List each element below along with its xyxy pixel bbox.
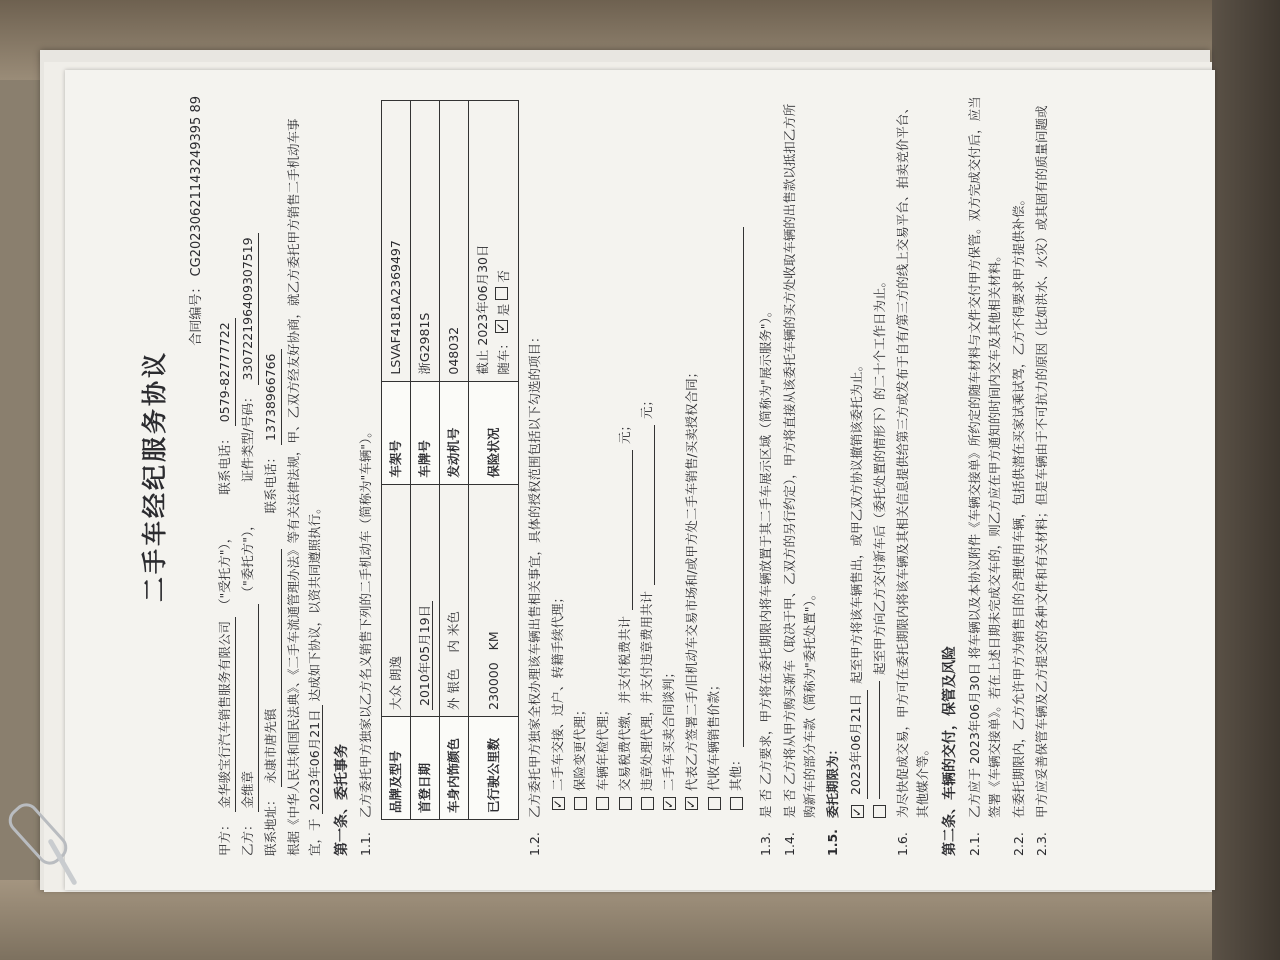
term-blank[interactable] <box>879 681 880 799</box>
option-item <box>570 96 590 810</box>
party-b-phone-label: 联系电话： <box>263 450 279 514</box>
background-right <box>1212 0 1280 960</box>
background-bottom <box>0 880 1280 960</box>
clause-number: 1.6. <box>894 832 910 856</box>
clause-number: 1.5. <box>825 829 841 856</box>
clause-2-2 <box>1009 96 1029 856</box>
option-item <box>682 96 702 810</box>
insurance-with-car-label: 随车： <box>495 337 511 375</box>
option-checkbox[interactable] <box>708 797 721 810</box>
option-checkbox[interactable] <box>552 797 565 810</box>
party-b-id: 330722196409307519 <box>238 233 259 384</box>
mileage-number: 230000 <box>485 662 501 710</box>
tax-amount-blank[interactable] <box>618 450 633 610</box>
interior-color: 内 米色 <box>446 611 462 653</box>
option-label: 二手车交接、过户、转籍手续代理； <box>550 590 566 791</box>
party-a-row <box>215 96 236 856</box>
clause-text: 是 否 乙方将从甲方购买新车（取决于甲、乙双方的另行约定），甲方将直接从该委托车辆的买方处收取车辆的出售款以抵扣乙方所购新车的部分车款（简称为"委托处置"）。 <box>781 103 817 818</box>
clause-text: 乙方委托甲方独家全权办理该车辆出售相关事宜，具体的授权范围包括以下勾选的项目： <box>526 330 542 818</box>
clause-text: 在委托期限内，乙方允许甲方为销售目的合理使用车辆，包括供潜在买家试乘试驾，乙方不得要求甲方提供补偿。 <box>1010 192 1026 818</box>
mileage-value <box>469 484 519 716</box>
party-b-row <box>238 96 259 856</box>
insurance-value <box>469 101 519 382</box>
option-label: 保险变更代理； <box>572 703 588 791</box>
clause-title: 委托期限为： <box>825 742 841 818</box>
clause-text: 是 否 乙方要求，甲方将在委托期限内将车辆放置于其二手车展示区域（简称为"展示服务"）。 <box>758 304 774 818</box>
option-suffix: 元； <box>616 418 632 444</box>
option-label: 二手车买卖合同谈判； <box>661 665 677 791</box>
preamble-end: 达成如下协议，以资共同遵照执行。 <box>306 501 322 702</box>
insurance-no-checkbox[interactable] <box>495 287 508 300</box>
option-checkbox[interactable] <box>663 797 676 810</box>
engine-label: 发动机号 <box>440 381 469 484</box>
term-text: 起至甲方将该车辆售出，或甲乙双方协议撤销该委托为止。 <box>848 358 864 684</box>
insurance-docs <box>494 107 514 375</box>
vin-value: LSVAF4181A2369497 <box>381 101 410 382</box>
clause-number: 1.4. <box>781 832 797 856</box>
clause-1-5 <box>823 96 843 856</box>
brand-label: 品牌及型号 <box>381 717 410 820</box>
violation-amount-blank[interactable] <box>640 425 655 585</box>
party-a-phone: 0579-82777722 <box>215 318 236 426</box>
option-label: 代收车辆销售价款； <box>705 678 721 791</box>
party-b-role: （"委托方"）， <box>239 518 255 599</box>
insurance-no-label: 否 <box>495 270 511 283</box>
other-blank[interactable] <box>729 227 744 747</box>
option-item <box>637 96 657 810</box>
option-item <box>548 96 568 810</box>
term-checkbox[interactable] <box>851 805 864 818</box>
table-row <box>440 101 469 820</box>
mileage-unit: KM <box>485 631 501 651</box>
exterior-color: 外 银色 <box>446 668 462 710</box>
insurance-yes-label: 是 <box>495 303 511 317</box>
plate-value: 浙G2981S <box>410 101 439 382</box>
clause-text: 乙方委托甲方独家以乙方名义销售下列的二手机动车（简称为"车辆"）。 <box>358 425 374 818</box>
term-checkbox[interactable] <box>873 805 886 818</box>
clause-number: 1.2. <box>526 832 542 856</box>
option-suffix: 元； <box>639 393 655 419</box>
option-item <box>659 96 679 810</box>
party-b-contact-row <box>261 96 282 856</box>
option-label: 交易税费代缴，并支付税费共计 <box>616 615 632 791</box>
clause-1-2 <box>525 96 545 856</box>
section-2-heading: 第二条、车辆的交付，保管及风险 <box>942 646 959 856</box>
option-checkbox[interactable] <box>641 797 654 810</box>
clause-2-1 <box>965 96 1006 856</box>
party-b-addr-label: 联系地址： <box>263 793 279 856</box>
option-label: 车辆年检代理； <box>594 703 610 791</box>
plate-label: 车牌号 <box>410 381 439 484</box>
contract-number: 合同编号： CG20230621143249395 89 <box>188 96 204 346</box>
term-start-date: 2023年06月21日 <box>846 690 867 799</box>
color-label: 车身内饰颜色 <box>440 717 469 820</box>
section-1-heading: 第一条、委托事务 <box>333 744 350 856</box>
party-b-phone: 13738966766 <box>261 349 282 444</box>
insurance-label: 保险状况 <box>469 381 519 484</box>
option-checkbox[interactable] <box>596 797 609 810</box>
reg-date-label: 首登日期 <box>410 717 439 820</box>
clause-number: 2.1. <box>967 832 983 856</box>
clause-1-6 <box>893 96 934 856</box>
clause-1-3 <box>756 96 776 856</box>
reg-date-value <box>410 484 439 716</box>
party-b-id-label: 证件类型/号码： <box>239 390 255 483</box>
vin-label: 车架号 <box>381 381 410 484</box>
party-b-name: 金维章 <box>238 604 259 812</box>
clause-1-4 <box>780 96 821 856</box>
insurance-expiry: 截止 2023年06月30日 <box>475 244 491 375</box>
party-a-label: 甲方： <box>216 818 232 856</box>
brand-value: 大众 朗逸 <box>381 484 410 716</box>
clause-1-1 <box>356 96 376 856</box>
option-item <box>704 96 724 810</box>
term-option-2 <box>870 96 890 818</box>
option-checkbox[interactable] <box>685 797 698 810</box>
clause-number: 2.3. <box>1033 832 1049 856</box>
option-checkbox[interactable] <box>619 797 632 810</box>
option-checkbox[interactable] <box>574 797 587 810</box>
clause-text: 乙方应于 2023年06月30日 将车辆以及本协议附件《车辆交接单》所约定的随车材料与文件交付甲方保管。双方完成交付后，应当签署《车辆交接单》。若在上述日期未完成交车的，则乙方应在甲方通知的时间内交车及其他相关材料。 <box>967 96 1003 818</box>
party-a-name: 金华骏宝行汽车销售服务有限公司 <box>215 617 236 813</box>
clause-text: 甲方应妥善保管车辆及乙方提交的各种文件和有关材料；但是车辆由于不可抗力的原因（比如洪水、火灾）或其固有的质量问题或 <box>1033 105 1049 818</box>
term-text: 起至甲方向乙方交付新车后（委托处置的情形下）的二十个工作日为止。 <box>871 274 887 675</box>
vehicle-table <box>381 100 519 820</box>
term-option-1 <box>846 96 867 818</box>
option-item <box>615 96 635 810</box>
party-b-address: 永康市唐先镇 <box>261 549 282 787</box>
option-item <box>593 96 613 810</box>
option-label: 违章处理代理，并支付违章费用共计 <box>639 590 655 791</box>
preamble <box>284 96 325 856</box>
clause-2-3 <box>1032 96 1052 856</box>
insurance-yes-checkbox[interactable] <box>495 320 508 333</box>
clause-number: 1.3. <box>758 832 774 856</box>
option-checkbox[interactable] <box>730 797 743 810</box>
clause-text: 为尽快促成交易，甲方可在委托期限内将该车辆及其相关信息提供给第三方或发布于自有/第三方的线上交易平台、拍卖竞价平台、其他媒介等。 <box>894 101 931 818</box>
option-item <box>726 96 746 810</box>
clause-number: 2.2. <box>1010 832 1026 856</box>
party-b-label: 乙方： <box>239 818 255 856</box>
clause-number: 1.1. <box>358 832 374 856</box>
party-a-role: （"受托方"）， <box>216 530 232 611</box>
engine-value: 048032 <box>440 101 469 382</box>
preamble-text: 根据《中华人民共和国民法典》、《二手车流通管理办法》等有关法律法规，甲、乙双方经友好协商，就乙方委托甲方销售二手机动车事宜，于 <box>286 118 322 856</box>
option-label: 代表乙方签署二手/旧机动车交易市场和/或甲方处二手车销售/买卖授权合同； <box>683 365 699 791</box>
document-title: 二手车经纪服务协议 <box>140 350 169 603</box>
preamble-date: 2023年06月21日 <box>307 705 323 814</box>
option-label: 其他： <box>728 753 744 791</box>
table-row <box>381 101 410 820</box>
contract-content <box>135 96 1055 856</box>
color-value <box>440 484 469 716</box>
table-row <box>410 101 439 820</box>
reg-date-text: 2010年05月19日 <box>417 601 433 710</box>
table-row <box>469 101 519 820</box>
contract-page <box>65 70 1215 890</box>
party-a-phone-label: 联系电话： <box>216 432 232 495</box>
mileage-label: 已行驶公里数 <box>469 717 519 820</box>
